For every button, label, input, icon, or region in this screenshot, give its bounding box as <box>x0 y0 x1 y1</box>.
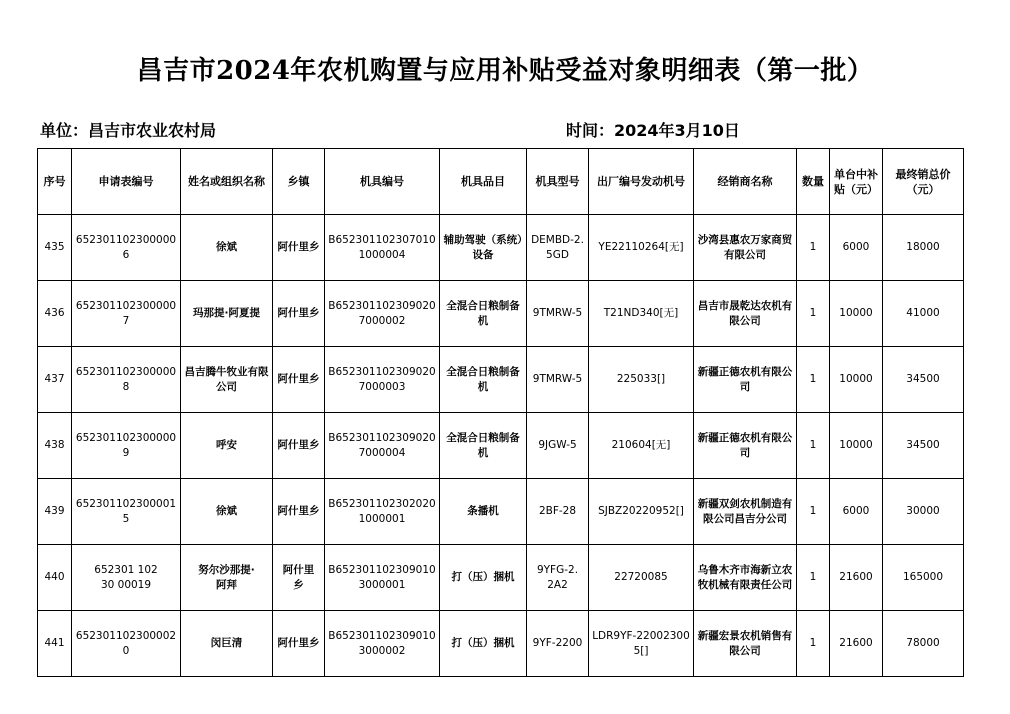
cell-index: 438 <box>38 413 72 479</box>
table-row <box>38 413 964 479</box>
cell-machine-no: B6523011023090103000001 <box>325 545 440 611</box>
cell-subsidy: 21600 <box>830 545 883 611</box>
date-label: 时间：2024年3月10日 <box>566 121 740 140</box>
cell-model: DEMBD-2.5GD <box>527 215 589 281</box>
cell-total-price: 30000 <box>883 479 964 545</box>
header-cell-township: 乡镇 <box>273 149 325 215</box>
cell-machine-no: B6523011023090103000002 <box>325 611 440 677</box>
page-title: 昌吉市2024年农机购置与应用补贴受益对象明细表（第一批） <box>136 56 874 86</box>
cell-subsidy: 10000 <box>830 413 883 479</box>
cell-machine-no: B6523011023090207000002 <box>325 281 440 347</box>
cell-total-price: 78000 <box>883 611 964 677</box>
table-row <box>38 347 964 413</box>
cell-machine-no: B6523011023020201000001 <box>325 479 440 545</box>
subsidy-table <box>37 148 964 677</box>
cell-subsidy: 6000 <box>830 215 883 281</box>
header-cell-machine-no: 机具编号 <box>325 149 440 215</box>
header-row <box>38 149 964 215</box>
cell-name: 昌吉腾牛牧业有限公司 <box>181 347 273 413</box>
cell-total-price: 34500 <box>883 347 964 413</box>
cell-quantity: 1 <box>797 611 830 677</box>
cell-serial: 225033[] <box>589 347 694 413</box>
cell-category: 打（压）捆机 <box>440 545 527 611</box>
header-cell-category: 机具品目 <box>440 149 527 215</box>
cell-township: 阿什里乡 <box>273 413 325 479</box>
cell-total-price: 18000 <box>883 215 964 281</box>
cell-name: 徐斌 <box>181 215 273 281</box>
cell-dealer: 乌鲁木齐市海新立农牧机械有限责任公司 <box>694 545 797 611</box>
cell-serial: SJBZ20220952[] <box>589 479 694 545</box>
cell-subsidy: 10000 <box>830 347 883 413</box>
cell-name: 徐斌 <box>181 479 273 545</box>
cell-subsidy: 6000 <box>830 479 883 545</box>
cell-dealer: 新疆正德农机有限公司 <box>694 413 797 479</box>
header-cell-index: 序号 <box>38 149 72 215</box>
cell-quantity: 1 <box>797 347 830 413</box>
cell-township: 阿什里乡 <box>273 611 325 677</box>
cell-serial: 210604[无] <box>589 413 694 479</box>
cell-application-no: 6523011023000007 <box>72 281 181 347</box>
cell-model: 9YFG-2.2A2 <box>527 545 589 611</box>
cell-index: 441 <box>38 611 72 677</box>
cell-subsidy: 21600 <box>830 611 883 677</box>
cell-name: 玛那提·阿夏提 <box>181 281 273 347</box>
table-row <box>38 281 964 347</box>
header-cell-subsidy: 单台中补贴（元） <box>830 149 883 215</box>
cell-dealer: 新疆双剑农机制造有限公司昌吉分公司 <box>694 479 797 545</box>
table-row <box>38 479 964 545</box>
cell-model: 9TMRW-5 <box>527 281 589 347</box>
header-cell-model: 机具型号 <box>527 149 589 215</box>
cell-serial: T21ND340[无] <box>589 281 694 347</box>
table-row <box>38 545 964 611</box>
cell-index: 439 <box>38 479 72 545</box>
cell-index: 437 <box>38 347 72 413</box>
cell-category: 辅助驾驶（系统）设备 <box>440 215 527 281</box>
cell-township: 阿什里乡 <box>273 479 325 545</box>
cell-index: 435 <box>38 215 72 281</box>
cell-total-price: 34500 <box>883 413 964 479</box>
cell-quantity: 1 <box>797 281 830 347</box>
header-cell-total-price: 最终销总价（元） <box>883 149 964 215</box>
cell-category: 全混合日粮制备机 <box>440 281 527 347</box>
unit-label: 单位：昌吉市农业农村局 <box>40 121 217 140</box>
cell-total-price: 41000 <box>883 281 964 347</box>
cell-application-no: 6523011023000015 <box>72 479 181 545</box>
cell-model: 2BF-28 <box>527 479 589 545</box>
cell-model: 9TMRW-5 <box>527 347 589 413</box>
cell-quantity: 1 <box>797 413 830 479</box>
cell-category: 全混合日粮制备机 <box>440 413 527 479</box>
cell-machine-no: B6523011023090207000003 <box>325 347 440 413</box>
table-row <box>38 215 964 281</box>
cell-model: 9JGW-5 <box>527 413 589 479</box>
table-row <box>38 611 964 677</box>
cell-township: 阿什里乡 <box>273 215 325 281</box>
cell-model: 9YF-2200 <box>527 611 589 677</box>
cell-category: 条播机 <box>440 479 527 545</box>
cell-total-price: 165000 <box>883 545 964 611</box>
cell-dealer: 沙湾县惠农万家商贸有限公司 <box>694 215 797 281</box>
cell-application-no: 6523011023000008 <box>72 347 181 413</box>
header-cell-dealer: 经销商名称 <box>694 149 797 215</box>
cell-machine-no: B6523011023090207000004 <box>325 413 440 479</box>
cell-category: 全混合日粮制备机 <box>440 347 527 413</box>
cell-name: 闵巨清 <box>181 611 273 677</box>
cell-township: 阿什里乡 <box>273 281 325 347</box>
cell-name: 努尔沙那提·阿拜 <box>181 545 273 611</box>
cell-application-no: 6523011023000006 <box>72 215 181 281</box>
cell-serial: 22720085 <box>589 545 694 611</box>
header-cell-quantity: 数量 <box>797 149 830 215</box>
header-cell-serial: 出厂编号发动机号 <box>589 149 694 215</box>
cell-subsidy: 10000 <box>830 281 883 347</box>
cell-dealer: 新疆正德农机有限公司 <box>694 347 797 413</box>
cell-quantity: 1 <box>797 215 830 281</box>
cell-index: 440 <box>38 545 72 611</box>
cell-township: 阿什里乡 <box>273 545 325 611</box>
cell-application-no: 6523011023000009 <box>72 413 181 479</box>
cell-dealer: 新疆宏景农机销售有限公司 <box>694 611 797 677</box>
cell-serial: LDR9YF-220023005[] <box>589 611 694 677</box>
cell-machine-no: B6523011023070101000004 <box>325 215 440 281</box>
cell-application-no: 652301 10230 00019 <box>72 545 181 611</box>
cell-application-no: 6523011023000020 <box>72 611 181 677</box>
cell-category: 打（压）捆机 <box>440 611 527 677</box>
cell-index: 436 <box>38 281 72 347</box>
cell-serial: YE22110264[无] <box>589 215 694 281</box>
cell-dealer: 昌吉市晟乾达农机有限公司 <box>694 281 797 347</box>
cell-quantity: 1 <box>797 479 830 545</box>
cell-township: 阿什里乡 <box>273 347 325 413</box>
cell-name: 呼安 <box>181 413 273 479</box>
header-cell-name: 姓名或组织名称 <box>181 149 273 215</box>
cell-quantity: 1 <box>797 545 830 611</box>
header-cell-application-no: 申请表编号 <box>72 149 181 215</box>
